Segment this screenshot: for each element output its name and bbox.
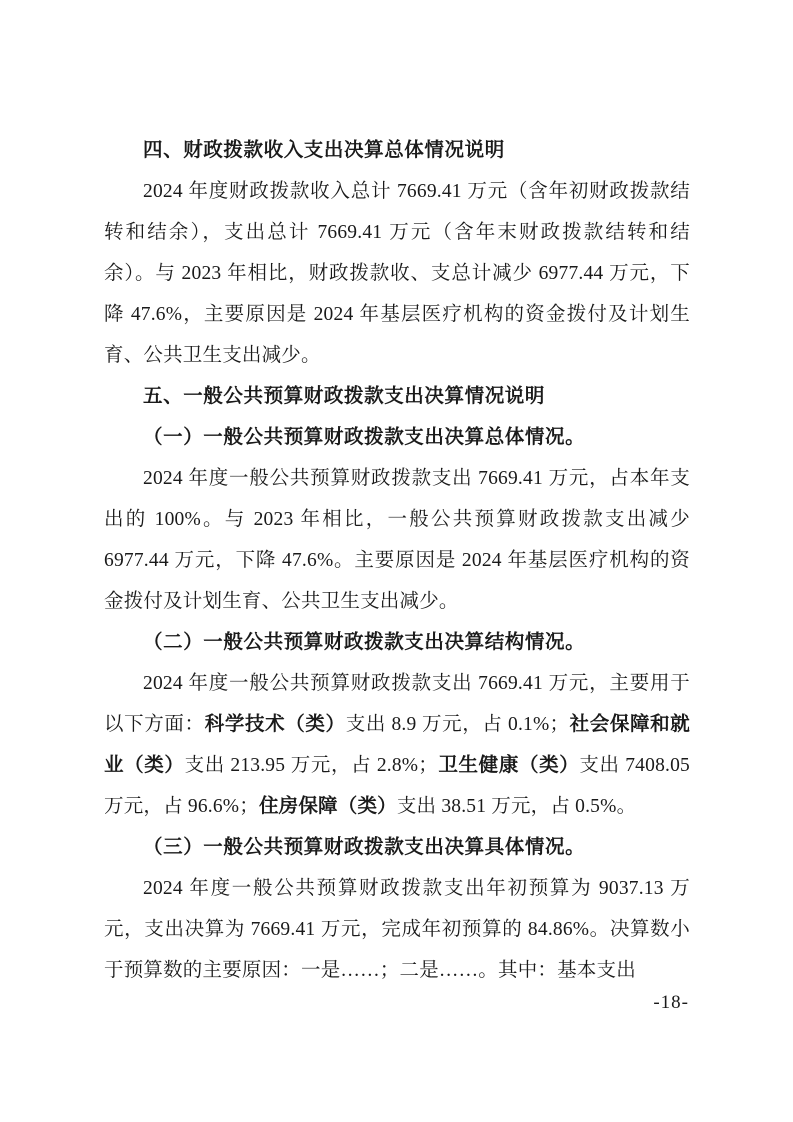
budget-category-4: 住房保障（类）	[258, 796, 397, 817]
document-body	[104, 130, 690, 991]
section-5-heading: 五、一般公共预算财政拨款支出决算情况说明	[143, 386, 546, 407]
section-5-2-heading: （二）一般公共预算财政拨款支出决算结构情况。	[143, 632, 586, 653]
section-4-heading: 四、财政拨款收入支出决算总体情况说明	[143, 140, 505, 161]
budget-category-1: 科学技术（类）	[204, 714, 346, 735]
budget-detail-1: 支出 8.9 万元，占 0.1%；	[345, 714, 570, 735]
section-5-3-paragraph: 2024 年度一般公共预算财政拨款支出年初预算为 9037.13 万元，支出决算为 7669.41 万元，完成年初预算的 84.86%。决算数小于预算数的主要原因：一是……；二是……。其中：基本支出	[104, 878, 690, 981]
budget-detail-2: 支出 213.95 万元，占 2.8%；	[184, 755, 438, 776]
budget-category-3: 卫生健康（类）	[437, 755, 580, 776]
section-4-paragraph: 2024 年度财政拨款收入总计 7669.41 万元（含年初财政拨款结转和结余），支出总计 7669.41 万元（含年末财政拨款结转和结余）。与 2023 年相比，财政拨款收、支总计减少 6977.44 万元，下降 47.6%，主要原因是 2024 年基层医疗机构的资金拨付及计划生育、公共卫生支出减少。	[104, 181, 690, 366]
budget-detail-4: 支出 38.51 万元，占 0.5%。	[396, 796, 637, 817]
structure-lead-text: 2024 年度一般公共预算财政拨款支出 7669.41 万元，主要用于以下方面：	[104, 673, 690, 735]
section-5-3-heading: （三）一般公共预算财政拨款支出决算具体情况。	[143, 837, 586, 858]
section-5-1-heading: （一）一般公共预算财政拨款支出决算总体情况。	[143, 427, 586, 448]
section-5-2-paragraph	[104, 663, 690, 827]
budget-category-2: 社会保障和就业（类）	[104, 714, 690, 776]
budget-detail-3: 支出 7408.05 万元，占 96.6%；	[104, 755, 690, 817]
section-5-1-paragraph: 2024 年度一般公共预算财政拨款支出 7669.41 万元，占本年支出的 100%。与 2023 年相比，一般公共预算财政拨款支出减少 6977.44 万元，下降 47.6%。主要原因是 2024 年基层医疗机构的资金拨付及计划生育、公共卫生支出减少。	[104, 468, 690, 612]
page-number: -18-	[653, 992, 689, 1013]
